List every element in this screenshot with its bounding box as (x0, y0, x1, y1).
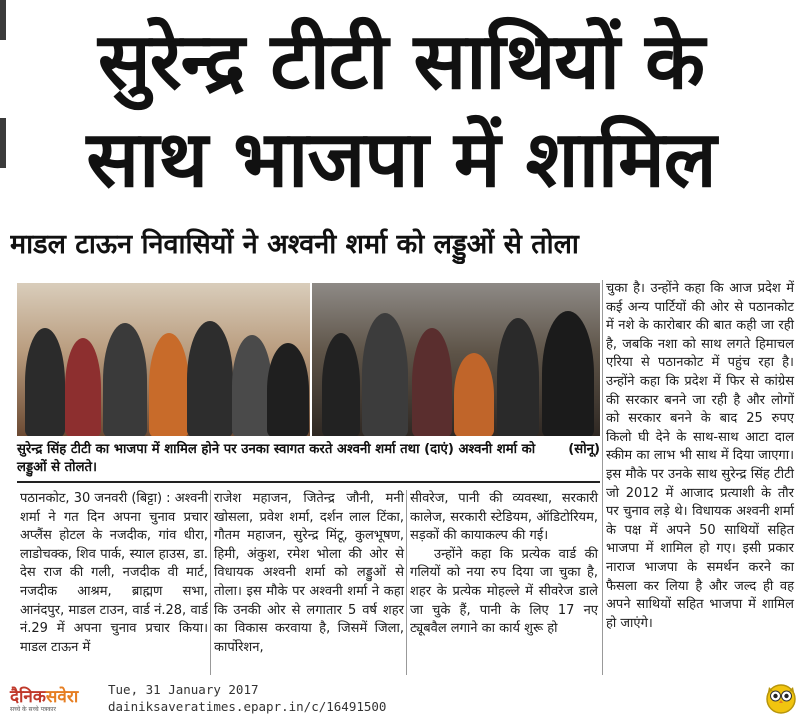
logo-tagline: सच्चे के सच्चे पत्रकार (10, 706, 56, 713)
photo-credit: (सोनू) (568, 442, 600, 457)
newspaper-logo (10, 684, 102, 714)
article-column-1 (20, 490, 208, 657)
photo-figure (232, 335, 272, 436)
article-column-2 (214, 490, 404, 657)
article-text: राजेश महाजन, जितेन्द्र जौनी, मनी खोसला, प्रवेश शर्मा, दर्शन लाल टिंका, गौतम महाजन, सुरेन्द्र मिंटू, कुलभूषण, हिमी, अंकुश, रमेश भोला की ओर से विधायक अश्वनी शर्मा को लड्डुओं से तोला। इस मौके पर अश्वनी शर्मा ने कहा कि उनकी ओर से लगातार 5 वर्ष शहर का विकास करवाया है, जिसमें जिला, कार्पोरेशन, (214, 491, 404, 655)
column-divider (406, 490, 407, 675)
photo-figure (267, 343, 309, 436)
photo-figure (65, 338, 101, 436)
photo-weighing (312, 283, 600, 436)
footer-meta (108, 681, 386, 715)
photo-figure (25, 328, 65, 436)
logo-secondary: सवेरा (45, 687, 79, 707)
clip-url[interactable]: dainiksaveratimes.epapr.in/c/16491500 (108, 699, 387, 714)
photo-figure (497, 318, 539, 436)
news-photos (17, 283, 600, 436)
article-column-3 (410, 490, 598, 639)
headline-line-2: साथ भाजपा में शामिल (86, 115, 716, 205)
photo-caption (17, 441, 600, 477)
column-divider (210, 490, 211, 675)
photo-figure (149, 333, 189, 436)
photo-figure (542, 311, 594, 436)
photo-figure (412, 328, 452, 436)
photo-figure (454, 353, 494, 436)
column-divider (602, 280, 603, 675)
photo-figure (322, 333, 360, 436)
owl-icon (764, 680, 798, 714)
subheadline: माडल टाऊन निवासियों ने अश्वनी शर्मा को लड्डुओं से तोला (10, 229, 579, 260)
article-text: चुका है। उन्होंने कहा कि आज प्रदेश में कई अन्य पार्टियों की ओर से पठानकोट में नशे के कारोबार की बात कही जा रही है, जबकि नशा को साथ लगते हिमाचल एरिया से पठानकोट में पहुंच रहा है। उन्होंने कहा कि प्रदेश में फिर से कांग्रेस की सरकार बनने जा रही है और लोगों को सरकार बनने के बाद 25 रुपए किलो घी देने के साथ-साथ आटा दाल स्कीम का लाभ भी साथ में दिया जाएगा। इस मौके पर उनके साथ सुरेन्द्र सिंह टीटी जो 2012 में आजाद प्रत्याशी के तौर पर चुनाव लड़े थे। विधायक अश्वनी शर्मा के पक्ष में अपने 50 साथियों सहित भाजपा में शामिल हो गए। इसी प्रकार नाराज भाजपा के समर्थन करने का फैसला कर लिया है और जल्द ही वह अपने साथियों सहित भाजपा में शामिल हो जाएंगे। (606, 281, 794, 631)
headline-line-1: सुरेन्द्र टीटी साथियों के (98, 17, 704, 107)
photo-figure (187, 321, 233, 436)
article-text: सीवरेज, पानी की व्यवस्था, सरकारी कालेज, सरकारी स्टेडियम, ऑडिटोरियम, सड़कों की कायाकल्प की गई। (410, 491, 598, 544)
photo-welcome (17, 283, 310, 436)
article-text: पठानकोट, 30 जनवरी (बिट्टा) : अश्वनी शर्मा ने गत दिन अपना चुनाव प्रचार अप्लैंस होटल के नजदीक, गांव धीरा, लाडोचक्क, शिव पार्क, स्याल हाउस, डा. देस राज की गली, नजदीक वी मार्ट, नजदीक आश्रम, ब्राह्मण सभा, आनंदपुर, माडल टाउन, वार्ड नं.28, वार्ड नं.29 में अपना चुनाव प्रचार किया। माडल टाऊन में (20, 491, 208, 655)
article-text: उन्होंने कहा कि प्रत्येक वार्ड की गलियों को नया रुप दिया जा चुका है, शहर के प्रत्येक मोहल्ले में सीवरेज डाले जा चुके हैं, पानी के लिए 17 नए ट्यूबवैल लगाने का कार्य शुरू हो (410, 546, 598, 637)
logo-wordmark (10, 684, 102, 707)
photo-figure (103, 323, 147, 436)
photo-figure (362, 313, 408, 436)
logo-primary: दैनिक (10, 687, 46, 707)
caption-divider (17, 481, 600, 483)
photo-caption-text: सुरेन्द्र सिंह टीटी का भाजपा में शामिल होने पर उनका स्वागत करते अश्वनी शर्मा तथा (दाएं) अश्वनी शर्मा को लड्डुओं से तोलते। (17, 442, 536, 475)
article-column-4 (606, 280, 794, 633)
edition-date: Tue, 31 January 2017 (108, 682, 259, 697)
